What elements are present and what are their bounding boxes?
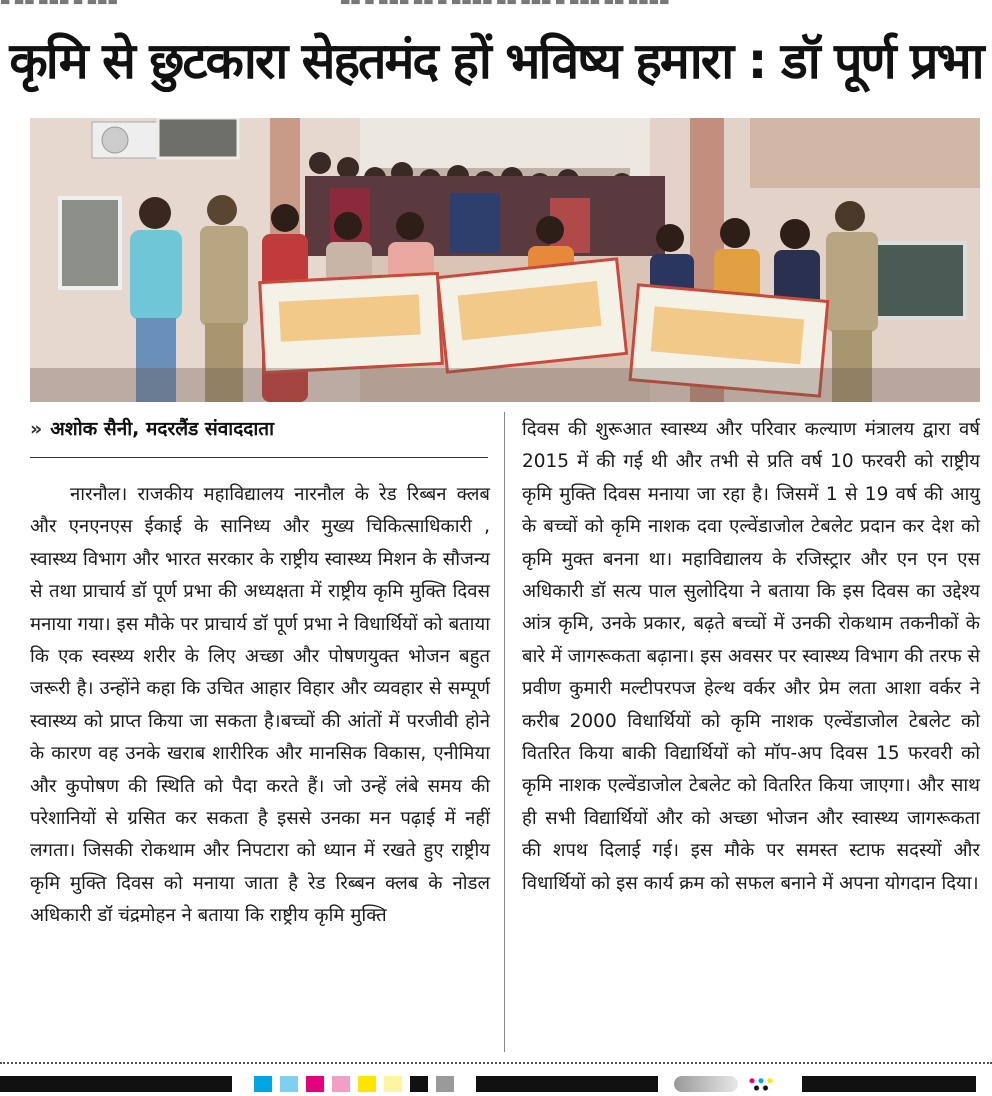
registration-dots — [746, 1076, 776, 1092]
byline-marker: » — [30, 418, 43, 440]
byline-text: अशोक सैनी, मदरलैंड संवाददाता — [50, 418, 275, 440]
registration-black-bar — [0, 1076, 232, 1092]
registration-swatch-light-cyan — [280, 1076, 298, 1092]
registration-swatch-magenta — [306, 1076, 324, 1092]
registration-swatch-cyan — [254, 1076, 272, 1092]
registration-black-bar-3 — [802, 1076, 976, 1092]
registration-black-bar-2 — [476, 1076, 658, 1092]
byline-rule — [30, 457, 488, 458]
article-column-right: दिवस की शुरूआत स्वास्थ्य और परिवार कल्याण मंत्रालय द्वारा वर्ष 2015 में की गई थी और तभी से प्रति वर्ष 10 फरवरी को राष्ट्रीय कृमि मुक्ति दिवस मनाया जा रहा है। जिसमें 1 से 19 वर्ष की आयु के बच्चों को कृमि नाशक दवा एल्वेंडाजोल टेबलेट प्रदान कर देश को कृमि मुक्त बनना था। महाविद्यालय के रजिस्ट्रार और एन एन एस अधिकारी डॉ सत्य पाल सुलोदिया ने बताया कि इस दिवस का उद्देश्य आंत्र कृमि, उनके प्रकार, बढ़ते बच्चों में उनकी रोकथाम तकनीकों के बारे में जागरूकता बढ़ाना। इस अवसर पर स्वास्थ्य विभाग की तरफ से प्रवीण कुमारी मल्टीपरपज हेल्थ वर्कर और प्रेम लता आशा वर्कर ने करीब 2000 विधार्थियों को कृमि नाशक एल्वेंडाजोल टेबलेट को वितरित किया बाकी विद्यार्थियों को मॉप-अप दिवस 15 फरवरी को कृमि नाशक एल्वेंडाजोल टेबलेट को वितरित किया जाएगा। और साथ ही सभी विद्यार्थियों और को अच्छा भोजन और स्वास्थ्य जागरूकता की शपथ दिलाई गई। इस मौके पर समस्त स्टाफ सदस्यों और विधार्थियों को इस कार्य क्रम को सफल बनाने में अपना योगदान दिया। — [522, 419, 980, 894]
byline — [30, 412, 490, 446]
bottom-dotted-rule — [0, 1062, 992, 1064]
news-photo — [30, 118, 980, 402]
registration-gradient-pill — [674, 1076, 738, 1092]
previous-article-cutoff: ▬ ▬▬ ▬▬▬ ▬ ▬▬▬ ▬▬ ▬ ▬▬▬ ▬▬ ▬ ▬▬▬▬ ▬▬ ▬▬▬ ▬ ▬▬▬ ▬▬ ▬▬▬▬ — [0, 0, 670, 8]
registration-swatch-light-yellow — [384, 1076, 402, 1092]
registration-swatch-gray — [436, 1076, 454, 1092]
registration-swatch-light-magenta — [332, 1076, 350, 1092]
print-registration-bar — [0, 1076, 992, 1092]
registration-swatch-yellow — [358, 1076, 376, 1092]
headline: कृमि से छुटकारा सेहतमंद हों भविष्य हमारा : डॉ पूर्ण प्रभा — [9, 32, 983, 90]
registration-swatch-black — [410, 1076, 428, 1092]
column-divider — [504, 412, 505, 1052]
article-column-left: नारनौल। राजकीय महाविद्यालय नारनौल के रेड रिब्बन क्लब और एनएनएस ईकाई के सानिध्य और मुख्य चिकित्साधिकारी , स्वास्थ्य विभाग और भारत सरकार के राष्ट्रीय स्वास्थ्य मिशन के सौजन्य से तथा प्राचार्य डॉ पूर्ण प्रभा की अध्यक्षता में राष्ट्रीय कृमि मुक्ति दिवस मनाया गया। इस मौके पर प्राचार्य डॉ पूर्ण प्रभा ने विधार्थियों को बताया कि एक स्वस्थ्य शरीर के लिए अच्छा और पोषणयुक्त भोजन बहुत जरूरी है। उन्होंने कहा कि उचित आहार विहार और व्यवहार से सम्पूर्ण स्वास्थ्य को प्राप्त किया जा सकता है।बच्चों की आंतों में परजीवी होने के कारण वह उनके खराब शारीरिक और मानसिक विकास, एनीमिया और कुपोषण की स्थिति को पैदा करते हैं। जो उन्हें लंबे समय की परेशानियों से ग्रसित कर सकता है इससे उनका मन पढ़ाई में नहीं लगता। जिसकी रोकथाम और निपटारा को ध्यान में रखते हुए राष्ट्रीय कृमि मुक्ति दिवस को मनाया जाता है रेड रिब्बन क्लब के नोडल अधिकारी डॉ चंद्रमोहन ने बताया कि राष्ट्रीय कृमि मुक्ति — [30, 484, 490, 927]
